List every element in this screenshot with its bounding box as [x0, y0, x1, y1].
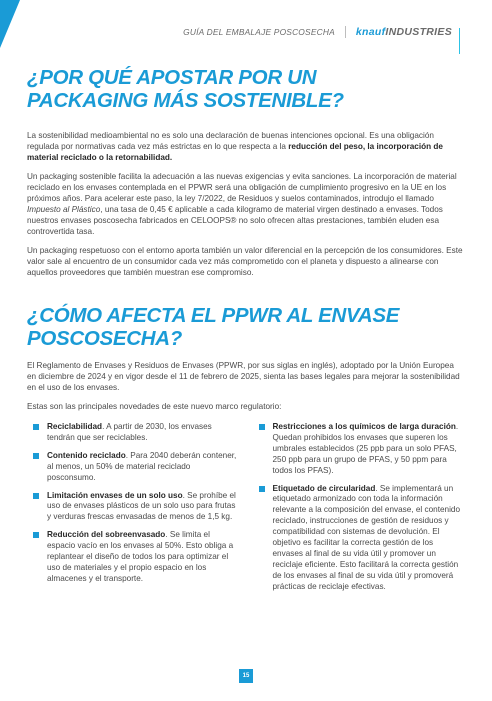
section1-title — [27, 66, 464, 112]
section1-title-line2: PACKAGING MÁS SOSTENIBLE? — [27, 89, 344, 112]
list-item — [33, 491, 239, 524]
list-item-text: . A partir de 2030, los envases tendrán que ser reciclables. — [47, 422, 212, 442]
square-bullet-icon — [33, 493, 39, 499]
list-item-title: Etiquetado de circularidad — [272, 483, 376, 493]
page-header — [183, 26, 452, 38]
guide-title: GUÍA DEL EMBALAJE POSCOSECHA — [183, 27, 335, 37]
page-number-badge: 15 — [239, 669, 253, 683]
brand-logo — [356, 26, 452, 38]
square-bullet-icon — [33, 453, 39, 459]
list-item-title: Reciclabilidad — [47, 422, 103, 431]
section1-paragraph-2 — [27, 171, 464, 237]
section1-paragraph-3: Un packaging respetuoso con el entorno aporta también un valor diferencial en la percepción de los consumidores. Este valor sale al encuentro de un consumidor cada vez más comprometido con el planeta y dispuesto a alinearse con aquellos proveedores que también muestran ese compromiso. — [27, 246, 463, 277]
section2-paragraph-2: Estas son las principales novedades de este nuevo marco regulatorio: — [27, 402, 282, 411]
list-item — [33, 422, 239, 444]
novelties-list — [27, 422, 464, 600]
main-content — [27, 60, 464, 600]
novelties-right-column — [259, 422, 465, 600]
square-bullet-icon — [259, 424, 265, 430]
square-bullet-icon — [33, 424, 39, 430]
list-item-text: . Para 2040 deberán contener, al menos, un 50% de material reciclado posconsumo. — [47, 450, 237, 482]
novelties-left-column — [33, 422, 239, 600]
list-item-title: Limitación envases de un solo uso — [47, 490, 183, 500]
corner-accent-shape — [0, 0, 20, 48]
list-item — [259, 422, 465, 477]
paragraph-bold: reducción del peso, la incorporación de material reciclado o la retornabilidad. — [27, 142, 443, 162]
section2 — [27, 304, 464, 600]
list-item-title: Restricciones a los químicos de larga duración — [272, 422, 456, 431]
paragraph-text: , una tasa de 0,45 € aplicable a cada kilogramo de material virgen destinado a envases. Todos nuestros envases poscosecha fabricados en CELOOPS® no solo ofrecen altas prestaciones, también eluden esa controvertida tasa. — [27, 205, 443, 236]
header-accent-rule — [459, 28, 460, 54]
list-item-text: . Se prohíbe el uso de envases plásticos de un solo uso para frutas y verduras frescas envasadas de menos de 1,5 kg. — [47, 490, 236, 522]
list-item-text: . Quedan prohibidos los envases que superen los umbrales establecidos (25 ppb para un solo PFAS, 250 ppb para un grupo de PFAS, y 50 ppm para todos los PFAS). — [272, 422, 459, 475]
paragraph-text: Un packaging sostenible facilita la adecuación a las nuevas exigencias y evita sanciones. La incorporación de material reciclado en los envases contemplada en el PPWR será una obligación de cumplimiento progresivo en la UE en los próximos años. Para acelerar este paso, la ley 7/2022, de Residuos y suelos contaminados, introdujo el llamado — [27, 172, 457, 203]
list-item — [259, 484, 465, 593]
paragraph-text: La sostenibilidad medioambiental no es solo una declaración de buenas intenciones opcional. Es una obligación regulada por normativas cada vez más estrictas en lo que respecta a la — [27, 131, 434, 151]
header-divider — [345, 26, 346, 38]
section2-title — [27, 304, 464, 350]
list-item — [33, 530, 239, 585]
section1-paragraph-1 — [27, 130, 464, 163]
list-item-text: . Se implementará un etiquetado armonizado con toda la información relevante a la composición del envase, el contenido reciclado, instrucciones de gestión de residuos y compatibilidad con sistemas de devolución. El objetivo es facilitar la correcta gestión de los envases al final de su vida útil y promover un reciclaje eficiente. Esto facilitará la correcta gestión de los envases al final de su vida útil y promoverá prácticas de reciclaje efectivas. — [272, 483, 461, 591]
list-item-title: Reducción del sobreenvasado — [47, 530, 166, 540]
list-item-text: . Se limita el espacio vacío en los envases al 50%. Esto obliga a replantear el diseño de todos los para optimizar el uso de materiales y el propio espacio en los almacenes y el transporte. — [47, 530, 234, 583]
square-bullet-icon — [33, 532, 39, 538]
list-item-title: Contenido reciclado — [47, 450, 126, 460]
brand-industries: INDUSTRIES — [385, 26, 452, 38]
brand-main: knauf — [355, 26, 386, 38]
section2-title-text: ¿CÓMO AFECTA EL PPWR AL ENVASE POSCOSECHA? — [27, 304, 400, 350]
list-item — [33, 451, 239, 484]
section1-title-line1: ¿POR QUÉ APOSTAR POR UN — [27, 66, 317, 89]
section2-paragraph-1: El Reglamento de Envases y Residuos de Envases (PPWR, por sus siglas en inglés), adoptado por la Unión Europea en diciembre de 2024 y en vigor desde el 11 de febrero de 2025, sienta las bases legales para mejorar la sostenibilidad en el uso de los envases. — [27, 361, 460, 392]
paragraph-italic: Impuesto al Plástico — [27, 205, 101, 214]
square-bullet-icon — [259, 486, 265, 492]
